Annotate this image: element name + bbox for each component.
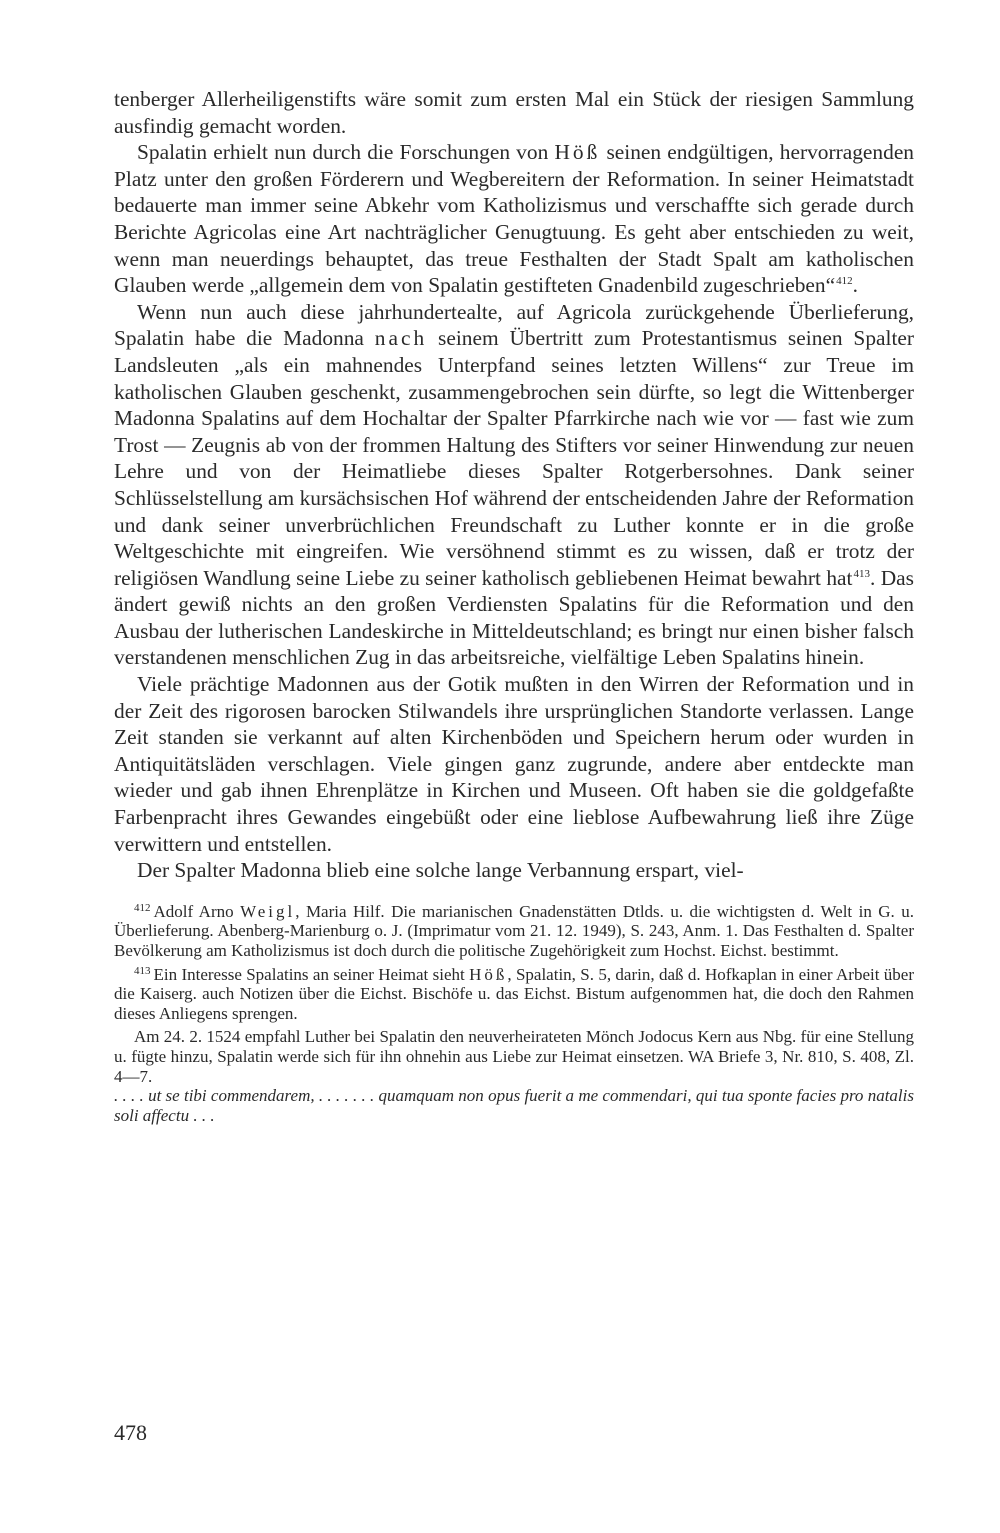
footnote-413 [114,965,914,1024]
footnote-ref-412[interactable]: 412 [836,275,853,288]
footnote-413-text-a: Ein Interesse Spalatins an seiner Heimat sieht [153,964,470,984]
paragraph-2-end: . [852,273,858,298]
page-content [114,86,914,1125]
page-number: 478 [114,1420,147,1445]
footnote-412-text-b: , Maria Hilf. Die marianischen Gnadenstätten Dtlds. u. die wichtigsten d. Welt in G. u. Überlieferung. Abenberg-Marienburg o. J. (Imprimatur vom 21. 12. 1949), S. 243, Anm. 1. Das Festhalten d. Spalter Bevölkerung am Katholizismus ist doch durch die politische Zugehörigkeit zum Hochst. Eichst. bestimmt. [114,901,914,960]
paragraph-1: tenberger Allerheiligenstifts wäre somit zum ersten Mal ein Stück der riesigen Sammlung ausfindig gemacht worden. [114,87,914,138]
paragraph-2-text-b: seinen endgültigen, hervorragenden Platz unter den großen Förderern und Wegbereitern der Reformation. In seiner Heimatstadt bedauerte man immer seine Abkehr vom Katholizismus und verschaffte sich gerade durch Berichte Agricolas eine Art nachträglicher Genugtuung. Es geht aber entschieden zu weit, wenn man neuerdings behauptet, das treue Festhalten der Stadt Spalt am katholischen Glauben werde „allgemein dem von Spalatin gestifteten Gnadenbild zugeschrieben“ [114,140,915,298]
footnote-413-text-b: , Spalatin, S. 5, darin, daß d. Hofkaplan in einer Arbeit über die Kaiserg. auch Notizen über die Eichst. Bischöfe u. das Eichst. Bistum aufgenommen hat, die doch den Rahmen dieses Anliegens sprengen. [114,964,914,1023]
footnote-ref-413[interactable]: 413 [853,567,870,580]
footnote-413-continuation: Am 24. 2. 1524 empfahl Luther bei Spalatin den neuverheirateten Mönch Jodocus Kern aus Nbg. für eine Stellung u. fügte hinzu, Spalatin werde sich für ihn ohnehin aus Liebe zur Heimat einsetzen. WA Briefe 3, Nr. 810, S. 408, Zl. 4—7. [114,1027,914,1086]
footnotes [114,902,914,1126]
footnote-412-number: 412 [134,901,151,914]
paragraph-3 [114,299,914,671]
footnote-412-text-a: Adolf Arno [153,901,241,921]
paragraph-3-text-a: Wenn nun auch diese jahrhundertealte, auf Agricola zurückgehende Überlieferung, Spalatin habe die Madonna [114,299,914,351]
paragraph-3-text-c: . Das ändert gewiß nichts an den großen Verdiensten Spalatins für die Reformation und den Ausbau der lutherischen Landeskirche in Mitteldeutschland; es bringt nur einen bisher falsch verstandenen menschlichen Zug in das arbeitsreiche, vielfältige Leben Spalatins hinein. [114,565,914,670]
footnote-413-number: 413 [134,964,151,977]
footnote-413-latin-quote [114,1086,914,1125]
author-hoess-note: Höß [469,964,508,984]
main-text [114,86,914,884]
latin-quote-text: . . . . ut se tibi commendarem, . . . . . . . quamquam non opus fuerit a me commendari, qui tua sponte facies pro natalis soli affectu . . . [114,1086,914,1125]
author-hoess: Höß [554,140,601,165]
footnote-412 [114,902,914,961]
paragraph-2-text-a: Spalatin erhielt nun durch die Forschungen von [137,140,555,165]
paragraph-2 [114,139,914,299]
paragraph-4: Viele prächtige Madonnen aus der Gotik mußten in den Wirren der Reformation und in der Zeit des rigorosen barocken Stilwandels ihre ursprünglichen Standorte verlassen. Lange Zeit standen sie verkannt auf alten Kirchenböden und Speichern herum oder wurden in Antiquitätsläden verschlagen. Viele gingen ganz zugrunde, andere aber entdeckte man wieder und gab ihnen Ehrenplätze in Kirchen und Museen. Oft haben sie die goldgefaßte Farbenpracht ihres Gewandes eingebüßt oder eine lieblose Aufbewahrung ließ ihre Züge verwittern und entstellen. [114,672,914,856]
author-weigl: Weigl [240,901,296,921]
paragraph-3-text-b: seinem Übertritt zum Protestantismus seinen Spalter Landsleuten „als ein mahnendes Unterpfand seines letzten Willens“ zur Treue im katholischen Glauben geschenkt, zusammengebrochen sein dürfte, so legt die Wittenberger Madonna Spalatins auf dem Hochaltar der Spalter Pfarrkirche nach wie vor — fast wie zum Trost — Zeugnis ab von der frommen Haltung des Stifters vor seiner Hinwendung zur neuen Lehre und von der Heimatliebe dieses Spalter Rotgerbersohnes. Dank seiner Schlüsselstellung am kursächsischen Hof während der entscheidenden Jahre der Reformation und dank seiner unverbrüchlichen Freundschaft zu Luther konnte er in die große Weltgeschichte mit eingreifen. Wie versöhnend stimmt es zu wissen, daß er trotz der religiösen Wandlung seine Liebe zu seiner katholisch gebliebenen Heimat bewahrt hat [114,326,915,590]
paragraph-5: Der Spalter Madonna blieb eine solche lange Verbannung erspart, viel- [137,858,744,883]
emphasis-nach: nach [374,326,428,351]
